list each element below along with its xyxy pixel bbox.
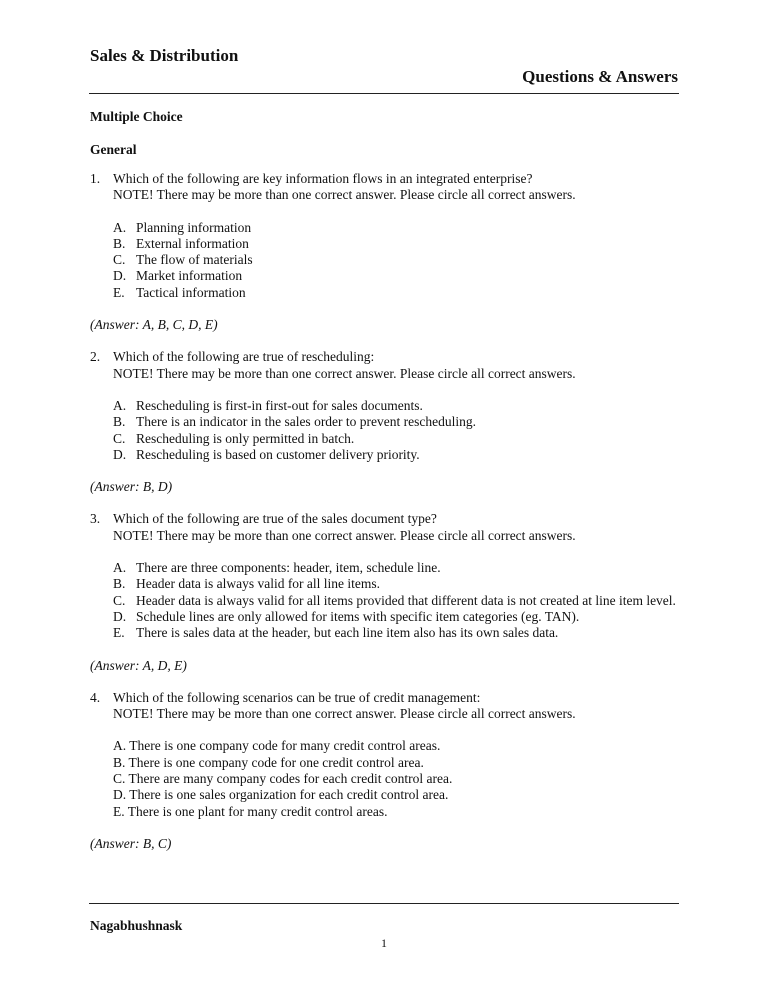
option-item — [113, 609, 680, 625]
option-letter: A. — [113, 397, 127, 413]
option-text: External information — [136, 235, 249, 251]
option-letter: A. — [113, 560, 127, 576]
option-letter: D. — [113, 608, 127, 624]
option-letter: D. — [113, 446, 127, 462]
question-number: 2. — [90, 349, 101, 365]
option-item: C. There are many company codes for each credit control area. — [113, 771, 453, 787]
answer-key: (Answer: B, C) — [90, 835, 172, 851]
option-list — [113, 738, 680, 819]
question-note: NOTE! There may be more than one correct answer. Please circle all correct answers. — [113, 706, 576, 722]
option-text: The flow of materials — [136, 252, 253, 268]
option-item: A. There is one company code for many credit control areas. — [113, 738, 441, 754]
option-item — [113, 220, 680, 236]
option-text: There is sales data at the header, but each line item also has its own sales data. — [136, 625, 559, 641]
option-text: Market information — [136, 268, 243, 284]
option-item: B. There is one company code for one credit control area. — [113, 754, 424, 770]
option-text: Tactical information — [136, 284, 246, 300]
question-number: 1. — [90, 171, 101, 186]
answer-key: (Answer: A, D, E) — [90, 657, 187, 673]
option-letter: D. — [113, 268, 127, 284]
option-letter: C. — [113, 430, 126, 446]
option-item: E. There is one plant for many credit control areas. — [113, 803, 388, 819]
header-divider — [89, 93, 679, 94]
question-text: Which of the following scenarios can be true of credit management: — [113, 689, 481, 705]
option-text: Header data is always valid for all line items. — [136, 576, 381, 592]
option-text: Rescheduling is only permitted in batch. — [136, 430, 355, 446]
option-item — [113, 414, 680, 430]
option-letter: E. — [113, 625, 125, 641]
option-list — [113, 560, 680, 641]
section-heading-type: Multiple Choice — [90, 109, 183, 124]
option-letter: C. — [113, 592, 126, 608]
footer-author: Nagabhushnask — [90, 918, 183, 933]
option-item — [113, 593, 680, 609]
option-item: D. There is one sales organization for each credit control area. — [113, 787, 449, 803]
option-item — [113, 576, 680, 592]
option-text: Schedule lines are only allowed for items with specific item categories (eg. TAN). — [136, 608, 580, 624]
option-list — [113, 220, 680, 301]
question-note: NOTE! There may be more than one correct answer. Please circle all correct answers. — [113, 527, 576, 543]
question-text: Which of the following are key information flows in an integrated enterprise? — [113, 171, 533, 186]
option-text: Planning information — [136, 219, 252, 235]
option-item — [113, 285, 680, 301]
question-1 — [90, 171, 680, 333]
option-text: There are three components: header, item, schedule line. — [136, 560, 441, 576]
footer-divider — [89, 903, 679, 904]
question-4 — [90, 690, 680, 852]
option-item — [113, 268, 680, 284]
option-item — [113, 398, 680, 414]
section-heading-category: General — [90, 142, 137, 157]
question-note: NOTE! There may be more than one correct answer. Please circle all correct answers. — [113, 365, 576, 381]
option-item — [113, 447, 680, 463]
question-text: Which of the following are true of rescheduling: — [113, 349, 375, 365]
option-item — [113, 236, 680, 252]
option-letter: C. — [113, 252, 126, 268]
question-number: 3. — [90, 511, 101, 527]
question-number: 4. — [90, 689, 101, 705]
option-text: There is an indicator in the sales order to prevent rescheduling. — [136, 414, 477, 430]
option-letter: B. — [113, 576, 126, 592]
option-letter: A. — [113, 219, 127, 235]
page-number: 1 — [381, 936, 387, 950]
document-title: Sales & Distribution — [90, 46, 239, 65]
option-letter: E. — [113, 284, 125, 300]
option-list — [113, 398, 680, 463]
question-2 — [90, 349, 680, 495]
option-text: Rescheduling is based on customer delivery priority. — [136, 446, 420, 462]
option-letter: B. — [113, 414, 126, 430]
question-text: Which of the following are true of the sales document type? — [113, 511, 437, 527]
option-item — [113, 252, 680, 268]
question-note: NOTE! There may be more than one correct answer. Please circle all correct answers. — [113, 187, 576, 203]
option-letter: B. — [113, 235, 126, 251]
option-item — [113, 560, 680, 576]
answer-key: (Answer: A, B, C, D, E) — [90, 317, 218, 333]
document-subtitle: Questions & Answers — [522, 67, 678, 86]
option-text: Header data is always valid for all items provided that different data is not created at line item level. — [136, 592, 676, 608]
option-item — [113, 431, 680, 447]
option-item — [113, 625, 680, 641]
questions-list — [90, 171, 680, 868]
question-3 — [90, 511, 680, 673]
answer-key: (Answer: B, D) — [90, 479, 173, 495]
option-text: Rescheduling is first-in first-out for sales documents. — [136, 397, 423, 413]
